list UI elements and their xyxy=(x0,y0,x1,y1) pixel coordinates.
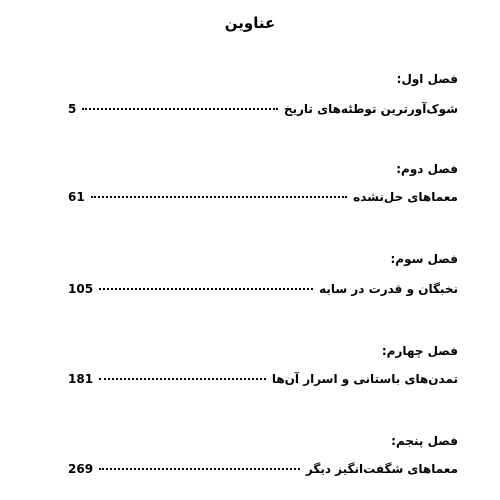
toc-entry-2[interactable] xyxy=(68,190,458,208)
dot-leader xyxy=(99,288,313,290)
dot-leader xyxy=(99,378,266,380)
toc-page-number: 105 xyxy=(68,282,94,296)
dot-leader xyxy=(82,108,278,110)
toc-entry-title: معماهای شگفت‌انگیز دیگر xyxy=(305,462,458,476)
chapter-heading-4: فصل چهارم: xyxy=(381,344,458,358)
toc-entry-1[interactable] xyxy=(68,102,458,120)
chapter-heading-2: فصل دوم: xyxy=(396,162,458,176)
toc-entry-5[interactable] xyxy=(68,462,458,480)
chapter-heading-3: فصل سوم: xyxy=(390,252,458,266)
toc-page-number: 181 xyxy=(68,372,94,386)
dot-leader xyxy=(99,468,300,470)
toc-entry-4[interactable] xyxy=(68,372,458,390)
toc-entry-title: معماهای حل‌نشده xyxy=(353,190,458,204)
dot-leader xyxy=(91,196,347,198)
chapter-heading-5: فصل پنجم: xyxy=(391,434,458,448)
toc-entry-title: شوک‌آورترین توطئه‌های تاریخ xyxy=(283,102,458,116)
chapter-heading-1: فصل اول: xyxy=(396,72,458,86)
toc-page-number: 5 xyxy=(68,102,77,116)
toc-entry-3[interactable] xyxy=(68,282,458,300)
toc-entry-title: تمدن‌های باستانی و اسرار آن‌ها xyxy=(271,372,458,386)
toc-page-number: 269 xyxy=(68,462,94,476)
toc-page-number: 61 xyxy=(68,190,85,204)
toc-entry-title: نخبگان و قدرت در سایه xyxy=(319,282,458,296)
page-title: عناوین xyxy=(224,14,276,32)
